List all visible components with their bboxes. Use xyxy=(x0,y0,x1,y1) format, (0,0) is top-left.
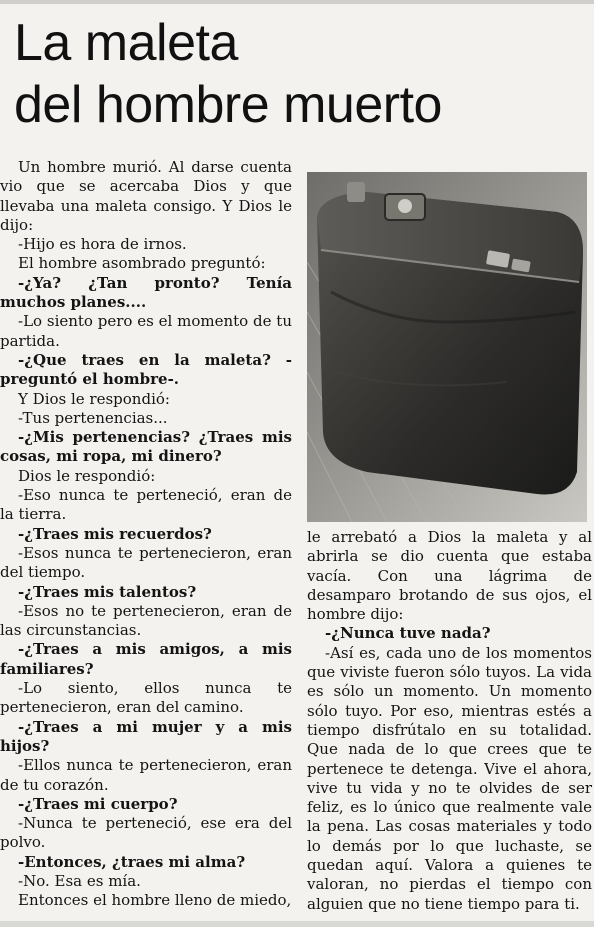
left-paragraph: -¿Traes mi cuerpo? xyxy=(18,794,178,813)
left-paragraph: El hombre asombrado preguntó: xyxy=(18,254,266,273)
left-paragraph: -¿Traes a mi mujer y a mis hijos? xyxy=(0,717,292,755)
title-line-2: del hombre muerto xyxy=(14,76,442,134)
left-paragraph: -¿Ya? ¿Tan pronto? Tenía muchos planes.... xyxy=(0,273,292,312)
left-paragraph: -Esos nunca te pertenecieron, eran del tiempo. xyxy=(0,543,292,582)
right-column xyxy=(307,528,592,918)
left-paragraph: Entonces el hombre lleno de miedo, xyxy=(18,891,292,910)
suitcase-photo xyxy=(307,172,587,522)
left-column xyxy=(0,158,292,918)
left-paragraph: -Eso nunca te perteneció, eran de la tierra. xyxy=(0,486,292,524)
left-paragraph: -Nunca te perteneció, ese era del polvo. xyxy=(0,814,292,852)
title-line-1: La maleta xyxy=(14,14,238,72)
left-paragraph: -Esos no te pertenecieron, eran de las circunstancias. xyxy=(0,601,292,640)
article-title xyxy=(14,12,584,136)
left-paragraph: -¿Mis pertenencias? ¿Traes mis cosas, mi ropa, mi dinero? xyxy=(0,428,292,466)
left-paragraph: Y Dios le respondió: xyxy=(18,389,170,408)
left-paragraph: -¿Que traes en la maleta? -preguntó el hombre-. xyxy=(0,350,292,389)
left-paragraph: Un hombre murió. Al darse cuenta vio que se acercaba Dios y que llevaba una maleta consigo. Y Dios le dijo: xyxy=(0,158,292,234)
left-paragraph: -Lo siento, ellos nunca te pertenecieron, eran del camino. xyxy=(0,679,292,717)
left-paragraph: -Ellos nunca te pertenecieron, eran de tu corazón. xyxy=(0,756,292,794)
suitcase-image xyxy=(307,172,587,522)
right-paragraph: -Así es, cada uno de los momentos que viviste fueron sólo tuyos. La vida es sólo un momento. Un momento sólo tuyo. Por eso, mientras estés a tiempo disfrútalo en su totalidad. Que nada de lo que crees que te pertenece te detenga. Vive el ahora, vive tu vida y no te olvides de ser feliz, es lo único que realmente vale la pena. Las cosas materiales y todo lo demás por lo que luchaste, se quedan aquí. Valora a quienes te valoran, no pierdas el tiempo con alguien que no tiene tiempo para ti. xyxy=(307,643,592,913)
right-paragraph: -¿Nunca tuve nada? xyxy=(325,624,491,643)
left-paragraph: -Lo siento pero es el momento de tu partida. xyxy=(0,312,292,350)
left-paragraph: -No. Esa es mía. xyxy=(18,871,141,890)
left-paragraph: -¿Traes mis talentos? xyxy=(18,582,197,601)
bottom-rule xyxy=(0,921,594,927)
left-paragraph: -Entonces, ¿traes mi alma? xyxy=(18,852,246,871)
top-rule xyxy=(0,0,594,4)
left-paragraph: -¿Traes a mis amigos, a mis familiares? xyxy=(0,640,292,678)
left-paragraph: Dios le respondió: xyxy=(18,466,156,485)
left-paragraph: -¿Traes mis recuerdos? xyxy=(18,524,212,543)
left-paragraph: -Tus pertenencias... xyxy=(18,408,168,427)
right-paragraph: le arrebató a Dios la maleta y al abrirla se dio cuenta que estaba vacía. Con una lágrima de desamparo brotando de sus ojos, el hombre dijo: xyxy=(307,528,592,624)
left-paragraph: -Hijo es hora de irnos. xyxy=(18,235,187,254)
